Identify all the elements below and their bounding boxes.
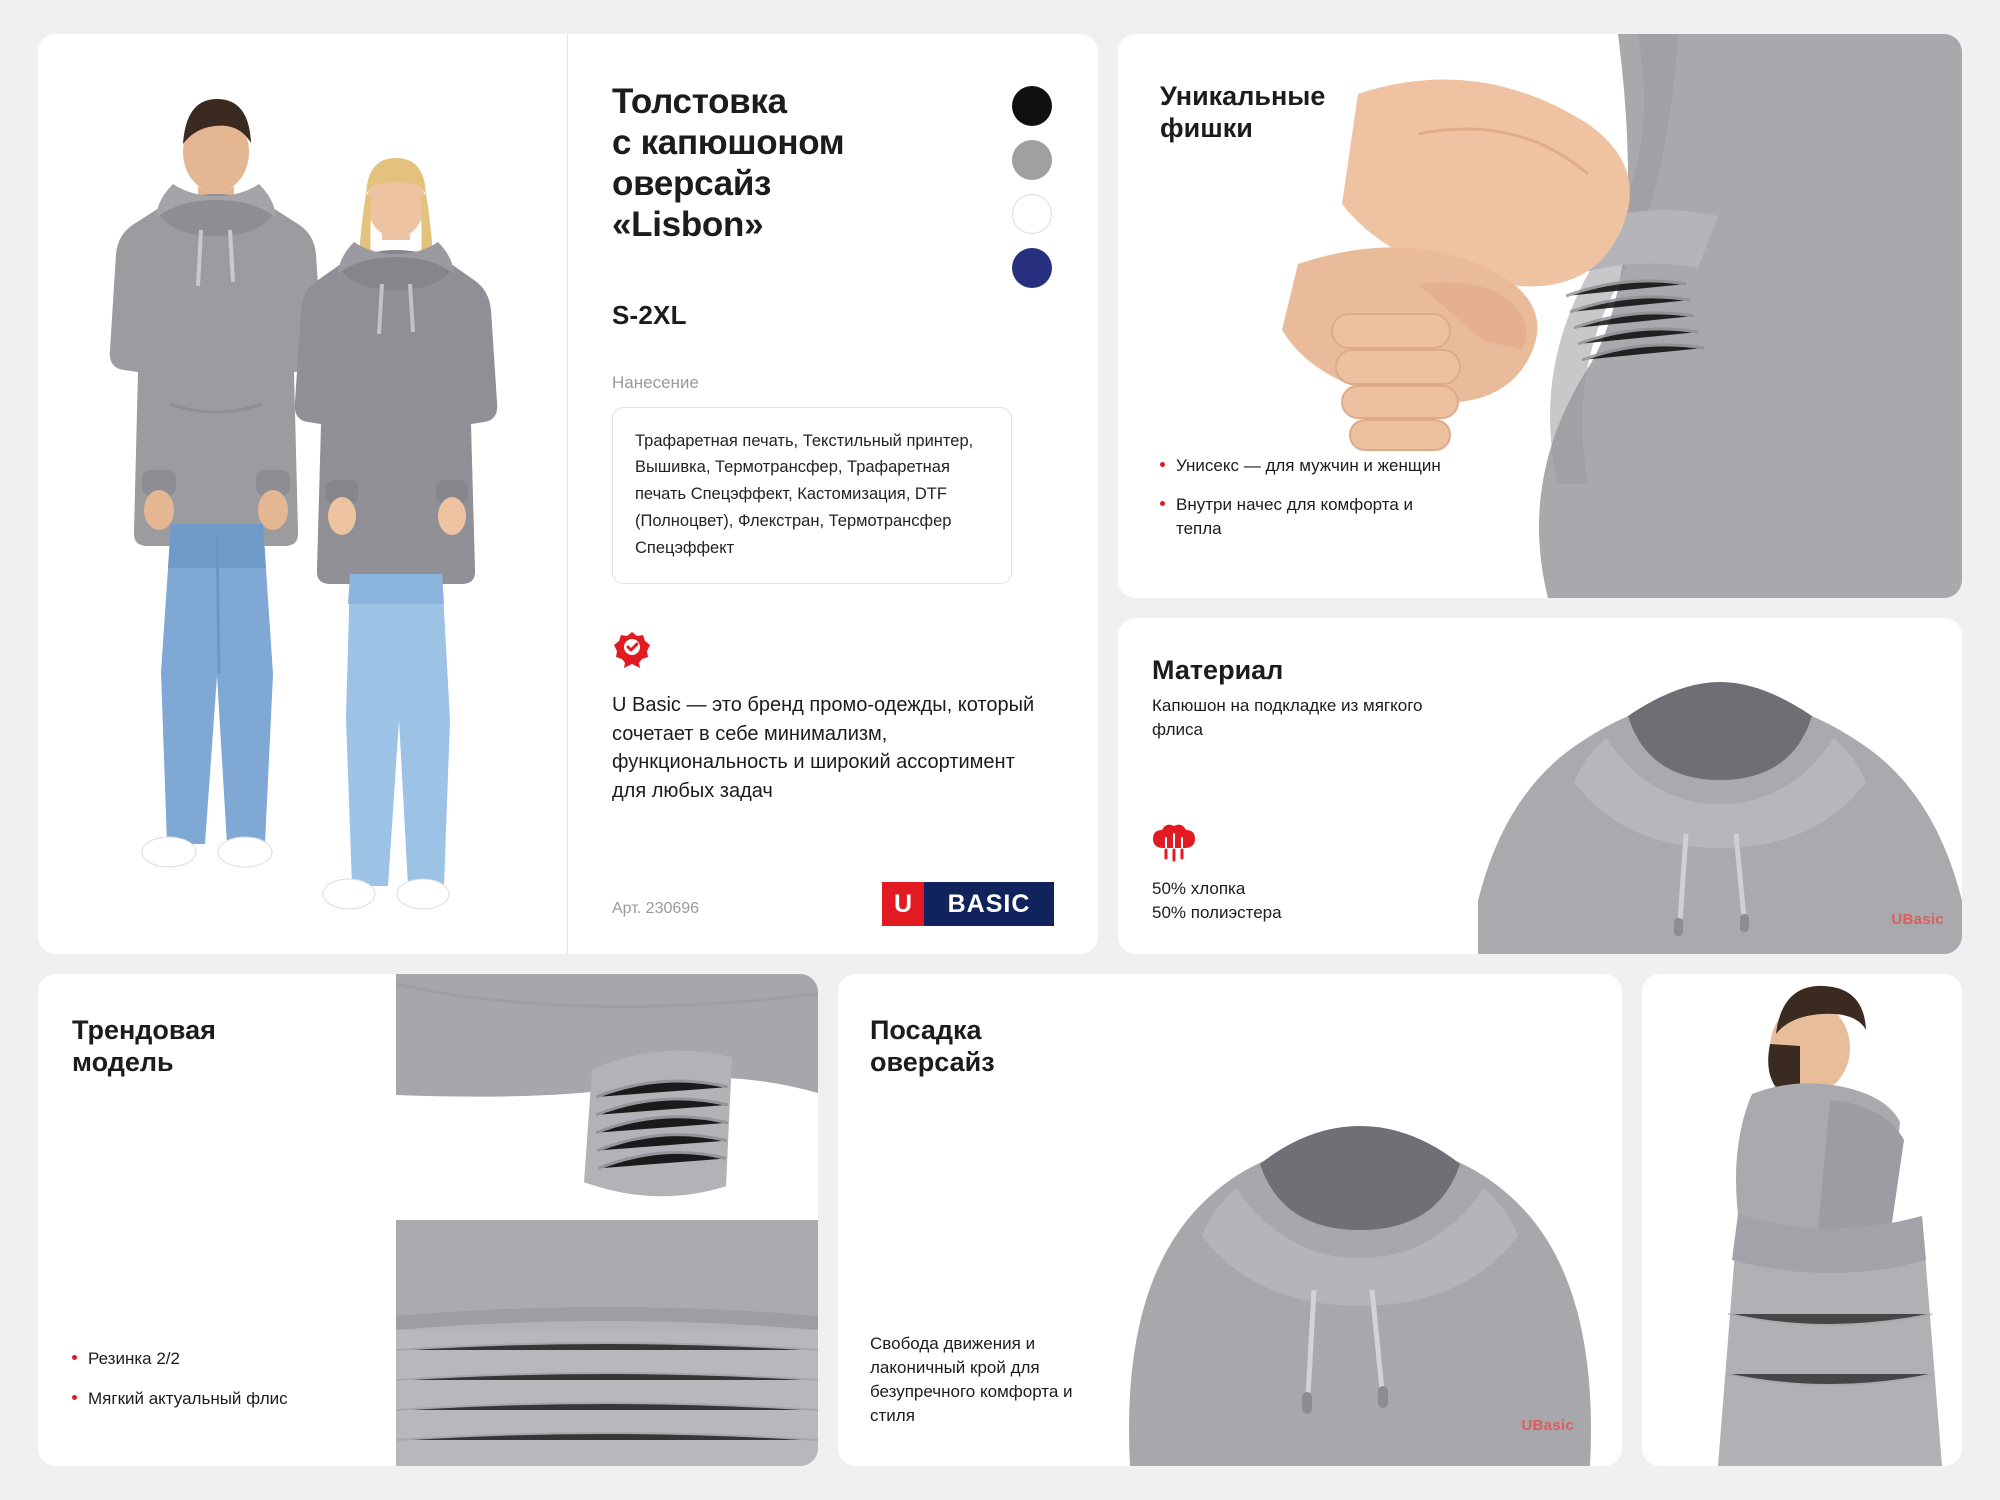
features-heading-line-1: Уникальные <box>1160 81 1326 111</box>
quality-badge-icon <box>612 630 652 670</box>
watermark: UBasic <box>1891 911 1944 928</box>
product-info-pane <box>568 34 1098 954</box>
material-text-pane <box>1118 618 1478 954</box>
hood-photo <box>1478 618 1962 954</box>
watermark: UBasic <box>1521 1417 1574 1434</box>
logo-mark: U <box>882 882 924 926</box>
brand-description: U Basic — это бренд промо-одежды, который сочетает в себе минимализм, функциональность и широкий ассортимент для любых задач <box>612 694 1035 802</box>
color-swatches[interactable] <box>1012 86 1052 288</box>
article-number: Арт. 230696 <box>612 900 700 917</box>
hem-detail-illustration <box>396 1220 818 1466</box>
material-heading: Материал <box>1152 655 1284 685</box>
swatch-grey[interactable] <box>1012 140 1052 180</box>
back-view-card <box>1642 974 1962 1466</box>
features-bullets <box>1160 454 1450 556</box>
print-methods: Трафаретная печать, Текстильный принтер, Вышивка, Термотрансфер, Трафаретная печать Спецэффект, Кастомизация, DTF (Полноцвет), Флекстран, Термотрансфер Спецэффект <box>612 407 1012 585</box>
list-item: Резинка 2/2 <box>72 1347 302 1370</box>
title-line-4: «Lisbon» <box>612 204 764 244</box>
swatch-navy[interactable] <box>1012 248 1052 288</box>
back-view-photo <box>1642 974 1962 1466</box>
features-heading-line-2: фишки <box>1160 113 1253 144</box>
trend-bullets <box>72 1347 302 1426</box>
title-line-1: Толстовка <box>612 82 787 121</box>
composition-line-2: 50% полиэстера <box>1152 903 1282 923</box>
cuff-detail-photo <box>396 974 818 1220</box>
print-label: Нанесение <box>612 372 699 392</box>
fit-photo <box>1100 974 1622 1466</box>
material-subtitle: Капюшон на подкладке из мягкого флиса <box>1152 696 1423 740</box>
swatch-black[interactable] <box>1012 86 1052 126</box>
material-composition <box>1152 877 1282 926</box>
logo-wordmark: BASIC <box>947 889 1031 918</box>
title-line-2: с капюшоном <box>612 122 845 162</box>
list-item: Мягкий актуальный флис <box>72 1387 302 1410</box>
trend-heading-line-2: модель <box>72 1047 174 1078</box>
fit-heading-line-2: оверсайз <box>870 1047 995 1078</box>
fit-heading-line-1: Посадка <box>870 1015 982 1045</box>
fit-card <box>838 974 1622 1466</box>
cuff-detail-illustration <box>396 974 818 1218</box>
product-main-card <box>38 34 1098 954</box>
trend-card <box>38 974 818 1466</box>
trend-heading-line-1: Трендовая <box>72 1015 216 1045</box>
trend-photos <box>396 974 818 1466</box>
list-item: Внутри начес для комфорта и тепла <box>1160 493 1450 540</box>
trend-text-pane <box>38 974 396 1466</box>
hood-illustration <box>1478 618 1962 954</box>
composition-line-1: 50% хлопка <box>1152 878 1246 898</box>
features-card <box>1118 34 1962 598</box>
hem-detail-photo <box>396 1220 818 1466</box>
list-item: Унисекс — для мужчин и женщин <box>1160 454 1450 477</box>
fit-note: Свобода движения и лаконичный крой для безупречного комфорта и стиля <box>870 1333 1073 1425</box>
fit-illustration <box>1100 974 1622 1466</box>
brand-block <box>612 630 1054 805</box>
title-line-3: оверсайз <box>612 163 772 203</box>
models-illustration <box>38 34 568 954</box>
brand-logo <box>882 882 1054 926</box>
models-photo <box>38 34 568 954</box>
page-title <box>612 82 982 246</box>
fit-text-pane <box>838 974 1100 1466</box>
material-card <box>1118 618 1962 954</box>
features-heading <box>1160 80 1325 145</box>
size-range: S-2XL <box>612 299 687 330</box>
swatch-white[interactable] <box>1012 194 1052 234</box>
cotton-icon <box>1152 822 1196 862</box>
